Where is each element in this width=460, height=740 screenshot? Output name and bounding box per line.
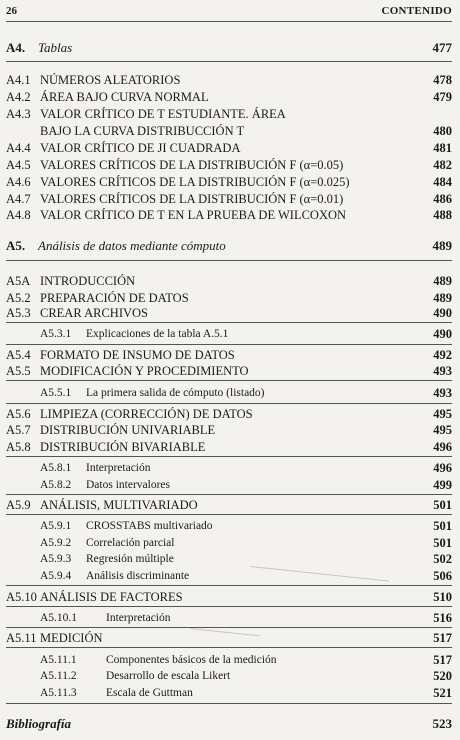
toc-subentry[interactable]	[6, 551, 452, 567]
toc-entry[interactable]	[6, 406, 452, 422]
section-title: Tablas	[38, 40, 73, 55]
page-ref: 502	[433, 552, 452, 566]
entry-code: A5.11.2	[40, 670, 77, 682]
page-ref: 488	[433, 208, 452, 222]
section-rule	[6, 61, 452, 62]
toc-subentry[interactable]	[6, 652, 452, 668]
toc-entry[interactable]	[6, 347, 452, 363]
section-heading[interactable]	[6, 238, 452, 254]
entry-title: Interpretación	[86, 462, 151, 474]
entry-code: A4.3	[6, 107, 31, 121]
page-ref: 517	[433, 653, 452, 667]
entry-rule	[6, 647, 452, 648]
entry-title: Interpretación	[106, 612, 171, 624]
page-ref: 486	[433, 192, 452, 206]
section-heading[interactable]	[6, 40, 452, 56]
entry-code: A5.3.1	[40, 328, 72, 340]
toc-entry[interactable]	[6, 89, 452, 105]
page-ref: 495	[433, 423, 452, 437]
toc-entry[interactable]	[6, 305, 452, 321]
toc-entry[interactable]	[6, 497, 452, 513]
bibliography-entry[interactable]	[6, 716, 452, 732]
toc-subentry[interactable]	[6, 326, 452, 342]
section-code: A5.	[6, 238, 26, 253]
page-ref: 481	[433, 141, 452, 155]
page-ref: 489	[433, 291, 452, 305]
page-ref: 496	[433, 461, 452, 475]
entry-code: A5.9	[6, 498, 31, 512]
entry-title: Explicaciones de la tabla A.5.1	[86, 328, 229, 340]
page-ref: 521	[433, 686, 452, 700]
page-ref: 484	[433, 175, 452, 189]
page-ref: 501	[433, 519, 452, 533]
page-ref: 493	[433, 364, 452, 378]
section-title: Análisis de datos mediante cómputo	[38, 238, 226, 253]
page-number: 26	[6, 5, 17, 17]
page-ref: 492	[433, 348, 452, 362]
section-code: A4.	[6, 40, 26, 55]
entry-code: A4.5	[6, 158, 31, 172]
entry-title: ÁREA BAJO CURVA NORMAL	[40, 90, 209, 104]
page-ref: 496	[433, 440, 452, 454]
entry-code: A5.10	[6, 590, 37, 604]
toc-subentry[interactable]	[6, 477, 452, 493]
entry-title: VALOR CRÍTICO DE T EN LA PRUEBA DE WILCOXON	[40, 208, 347, 222]
entry-code: A4.7	[6, 192, 31, 206]
toc-subentry[interactable]	[6, 668, 452, 684]
entry-title: NÚMEROS ALEATORIOS	[40, 73, 181, 87]
entry-code: A5.11.3	[40, 687, 77, 699]
entry-code: A5.4	[6, 348, 31, 362]
page-ref: 520	[433, 669, 452, 683]
entry-title: DISTRIBUCIÓN BIVARIABLE	[40, 440, 206, 454]
page-header	[6, 5, 452, 19]
entry-code: A5.11.1	[40, 654, 77, 666]
entry-title: VALORES CRÍTICOS DE LA DISTRIBUCIÓN F (α=0.01)	[40, 192, 344, 206]
entry-rule	[6, 456, 452, 457]
entry-code: A5.11	[6, 631, 37, 645]
entry-title: BAJO LA CURVA DISTRIBUCCIÓN T	[40, 124, 245, 138]
toc-subentry[interactable]	[6, 535, 452, 551]
toc-entry[interactable]	[6, 123, 452, 139]
entry-title: VALOR CRÍTICO DE JI CUADRADA	[40, 141, 241, 155]
entry-code: A5A	[6, 274, 31, 288]
toc-entry[interactable]	[6, 363, 452, 379]
entry-rule	[6, 494, 452, 495]
page-ref: 501	[433, 498, 452, 512]
toc-subentry[interactable]	[6, 610, 452, 626]
entry-code: A5.7	[6, 423, 31, 437]
entry-title: Análisis discriminante	[86, 570, 190, 582]
entry-rule	[6, 514, 452, 515]
entry-code: A4.6	[6, 175, 31, 189]
entry-title: VALORES CRÍTICOS DE LA DISTRIBUCIÓN F (α=0.025)	[40, 175, 350, 189]
toc-entry[interactable]	[6, 140, 452, 156]
toc-entry[interactable]	[6, 422, 452, 438]
entry-code: A4.1	[6, 73, 31, 87]
page-ref: 477	[432, 40, 452, 55]
page-ref: 517	[433, 631, 452, 645]
page-ref: 479	[433, 90, 452, 104]
entry-title: DISTRIBUCIÓN UNIVARIABLE	[40, 423, 216, 437]
header-rule	[6, 21, 452, 22]
entry-code: A5.8.1	[40, 462, 72, 474]
toc-entry[interactable]	[6, 273, 452, 289]
page-ref: 478	[433, 73, 452, 87]
entry-rule	[6, 627, 452, 628]
entry-title: ANÁLISIS, MULTIVARIADO	[40, 498, 198, 512]
entry-code: A4.4	[6, 141, 31, 155]
entry-title: LIMPIEZA (CORRECCIÓN) DE DATOS	[40, 407, 253, 421]
entry-code: A4.2	[6, 90, 31, 104]
page-ref: 495	[433, 407, 452, 421]
entry-code: A5.9.4	[40, 570, 72, 582]
toc-entry[interactable]	[6, 589, 452, 605]
toc-entry[interactable]	[6, 439, 452, 455]
entry-code: A4.8	[6, 208, 31, 222]
entry-code: A5.9.1	[40, 520, 72, 532]
page-ref: 489	[432, 238, 452, 253]
entry-title: ANÁLISIS DE FACTORES	[40, 590, 183, 604]
page-ref: 499	[433, 478, 452, 492]
toc-subentry[interactable]	[6, 460, 452, 476]
entry-title: Componentes básicos de la medición	[106, 654, 277, 666]
entry-code: A5.2	[6, 291, 31, 305]
toc-entry[interactable]	[6, 174, 452, 190]
entry-code: A5.5.1	[40, 387, 72, 399]
entry-title: VALOR CRÍTICO DE T ESTUDIANTE. ÁREA	[40, 107, 286, 121]
entry-title: FORMATO DE INSUMO DE DATOS	[40, 348, 235, 362]
entry-code: A5.6	[6, 407, 31, 421]
entry-code: A5.10.1	[40, 612, 78, 624]
page-ref: 490	[433, 306, 452, 320]
page-ref: 480	[433, 124, 452, 138]
page-ref: 523	[432, 716, 452, 731]
entry-title: MODIFICACIÓN Y PROCEDIMIENTO	[40, 364, 249, 378]
entry-rule	[6, 585, 452, 586]
running-title: CONTENIDO	[381, 5, 452, 17]
bibliography-label: Bibliografía	[6, 716, 72, 731]
page-ref: 501	[433, 536, 452, 550]
page-ref: 510	[433, 590, 452, 604]
page-ref: 489	[433, 274, 452, 288]
entry-title: PREPARACIÓN DE DATOS	[40, 291, 189, 305]
toc-subentry[interactable]	[6, 568, 452, 584]
toc-entry[interactable]	[6, 157, 452, 173]
page-ref: 506	[433, 569, 452, 583]
entry-title: MEDICIÓN	[40, 631, 103, 645]
toc-subentry[interactable]	[6, 685, 452, 701]
entry-title: Desarrollo de escala Likert	[106, 670, 231, 682]
entry-title: CREAR ARCHIVOS	[40, 306, 149, 320]
entry-title: La primera salida de cómputo (listado)	[86, 387, 265, 399]
entry-rule	[6, 606, 452, 607]
entry-rule	[6, 344, 452, 345]
entry-rule	[6, 403, 452, 404]
page-ref: 490	[433, 327, 452, 341]
page-ref: 493	[433, 386, 452, 400]
entry-title: Correlación parcial	[86, 537, 175, 549]
entry-title: INTRODUCCIÓN	[40, 274, 136, 288]
entry-code: A5.8	[6, 440, 31, 454]
entry-title: Datos intervalores	[86, 479, 170, 491]
entry-code: A5.9.2	[40, 537, 72, 549]
entry-rule	[6, 380, 452, 381]
entry-title: Regresión múltiple	[86, 553, 174, 565]
toc-entry[interactable]	[6, 207, 452, 223]
page-ref: 482	[433, 158, 452, 172]
entry-title: CROSSTABS multivariado	[86, 520, 213, 532]
entry-code: A5.3	[6, 306, 31, 320]
entry-code: A5.9.3	[40, 553, 72, 565]
toc-subentry[interactable]	[6, 518, 452, 534]
entry-title: Escala de Guttman	[106, 687, 193, 699]
entry-code: A5.8.2	[40, 479, 72, 491]
toc-entry[interactable]	[6, 290, 452, 306]
toc-entry[interactable]	[6, 191, 452, 207]
toc-entry[interactable]	[6, 72, 452, 88]
section-rule	[6, 260, 452, 261]
entry-code: A5.5	[6, 364, 31, 378]
entry-title: VALORES CRÍTICOS DE LA DISTRIBUCIÓN F (α=0.05)	[40, 158, 344, 172]
section-rule	[6, 703, 452, 704]
toc-entry[interactable]	[6, 106, 452, 122]
entry-rule	[6, 322, 452, 323]
toc-subentry[interactable]	[6, 385, 452, 401]
page-ref: 516	[433, 611, 452, 625]
